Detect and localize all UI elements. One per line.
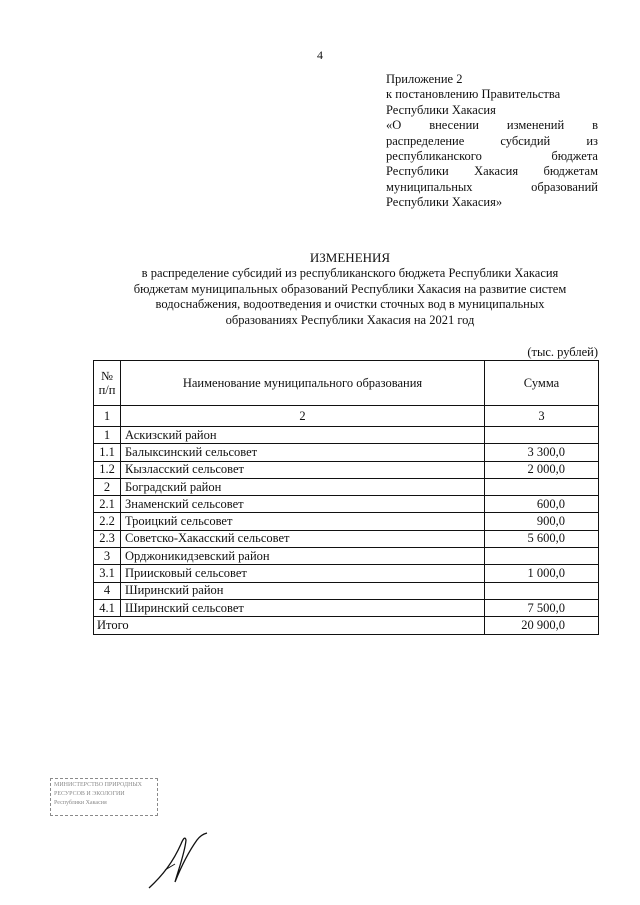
annex-justified-line: «О внесении изменений в — [386, 118, 598, 133]
subtitle-line: водоснабжения, водоотведения и очистки сточных вод в муниципальных — [155, 297, 545, 311]
row-name: Аскизский район — [121, 427, 485, 444]
row-sum: 900,0 — [485, 513, 599, 530]
header-num: № п/п — [94, 361, 121, 406]
row-name: Ширинский сельсовет — [121, 599, 485, 616]
document-subtitle — [90, 266, 610, 328]
table-row — [94, 565, 599, 582]
row-name: Ширинский район — [121, 582, 485, 599]
page-number: 4 — [317, 48, 323, 62]
row-num: 1.1 — [94, 444, 121, 461]
row-num: 4 — [94, 582, 121, 599]
table-index-row — [94, 406, 599, 427]
row-num: 3.1 — [94, 565, 121, 582]
table-row — [94, 513, 599, 530]
row-sum: 1 000,0 — [485, 565, 599, 582]
subsidy-table — [93, 360, 599, 635]
table-row — [94, 599, 599, 616]
row-num: 1 — [94, 427, 121, 444]
row-sum: 5 600,0 — [485, 530, 599, 547]
row-num: 2 — [94, 478, 121, 495]
subtitle-line: образованиях Республики Хакасия на 2021 год — [225, 312, 475, 327]
header-sum: Сумма — [485, 361, 599, 406]
table-total-row — [94, 617, 599, 634]
annex-line: Приложение 2 — [386, 72, 463, 86]
subtitle-line: в распределение субсидий из республиканского бюджета Республики Хакасия — [141, 266, 559, 280]
signature-mark — [145, 830, 225, 892]
annex-line: Республики Хакасия» — [386, 195, 503, 210]
annex-justified-line: Республики Хакасия бюджетам — [386, 164, 598, 179]
row-name: Знаменский сельсовет — [121, 496, 485, 513]
row-num: 2.2 — [94, 513, 121, 530]
table-row — [94, 427, 599, 444]
row-name: Советско-Хакасский сельсовет — [121, 530, 485, 547]
row-name: Балыксинский сельсовет — [121, 444, 485, 461]
table-row — [94, 496, 599, 513]
row-sum — [485, 582, 599, 599]
table-row — [94, 548, 599, 565]
document-title: ИЗМЕНЕНИЯ — [309, 250, 391, 265]
table-row — [94, 444, 599, 461]
annex-justified-line: муниципальных образований — [386, 179, 598, 194]
row-name: Троицкий сельсовет — [121, 513, 485, 530]
stamp-line: Республики Хакасия — [54, 800, 107, 806]
row-num: 2.1 — [94, 496, 121, 513]
annex-block — [386, 72, 598, 211]
row-num: 4.1 — [94, 599, 121, 616]
row-name: Орджоникидзевский район — [121, 548, 485, 565]
total-sum: 20 900,0 — [485, 617, 599, 634]
units-label: (тыс. рублей) — [527, 345, 598, 359]
registration-stamp — [50, 778, 158, 816]
row-sum: 600,0 — [485, 496, 599, 513]
index-cell: 3 — [485, 406, 599, 427]
total-label: Итого — [94, 617, 485, 634]
index-cell: 2 — [121, 406, 485, 427]
table-row — [94, 461, 599, 478]
row-num: 3 — [94, 548, 121, 565]
stamp-line: РЕСУРСОВ И ЭКОЛОГИИ — [54, 791, 125, 797]
row-sum — [485, 548, 599, 565]
annex-line: к постановлению Правительства — [386, 87, 561, 102]
table-row — [94, 478, 599, 495]
row-name: Кызласский сельсовет — [121, 461, 485, 478]
row-name: Приисковый сельсовет — [121, 565, 485, 582]
row-sum: 3 300,0 — [485, 444, 599, 461]
annex-line: Республики Хакасия — [386, 102, 496, 117]
row-sum: 7 500,0 — [485, 599, 599, 616]
row-sum — [485, 427, 599, 444]
row-name: Боградский район — [121, 478, 485, 495]
table-header-row — [94, 361, 599, 406]
annex-justified-line: распределение субсидий из — [386, 133, 598, 148]
row-sum: 2 000,0 — [485, 461, 599, 478]
index-cell: 1 — [94, 406, 121, 427]
row-sum — [485, 478, 599, 495]
annex-justified-line: республиканского бюджета — [386, 149, 598, 164]
table-row — [94, 582, 599, 599]
header-name: Наименование муниципального образования — [121, 361, 485, 406]
table-row — [94, 530, 599, 547]
stamp-line: МИНИСТЕРСТВО ПРИРОДНЫХ — [54, 782, 143, 788]
row-num: 2.3 — [94, 530, 121, 547]
subtitle-line: бюджетам муниципальных образований Республики Хакасия на развитие систем — [133, 281, 567, 296]
row-num: 1.2 — [94, 461, 121, 478]
